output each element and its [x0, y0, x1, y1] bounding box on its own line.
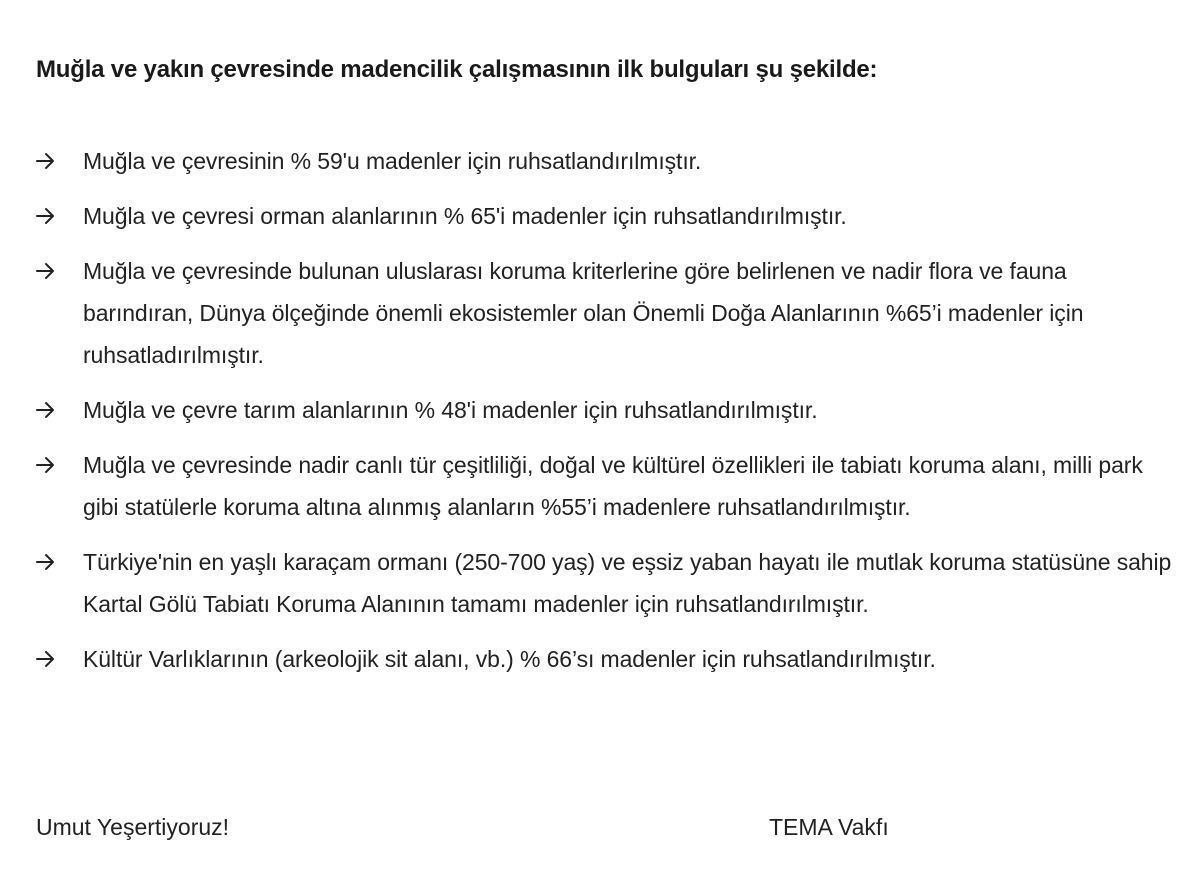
finding-text: Kültür Varlıklarının (arkeolojik sit alanı, vb.) % 66’sı madenler için ruhsatlandırılmıştır. [83, 646, 936, 672]
finding-item [36, 389, 1176, 431]
finding-item [36, 195, 1176, 237]
document-heading: Muğla ve yakın çevresinde madencilik çalışmasının ilk bulguları şu şekilde: [36, 56, 878, 83]
findings-list [36, 140, 1176, 693]
finding-item [36, 250, 1176, 376]
right-arrow-icon [36, 638, 62, 680]
finding-item [36, 541, 1176, 625]
right-arrow-icon [36, 195, 62, 237]
right-arrow-icon [36, 541, 62, 583]
finding-text: Muğla ve çevresinde bulunan uluslarası koruma kriterlerine göre belirlenen ve nadir flora ve fauna barındıran, Dünya ölçeğinde önemli ekosistemler olan Önemli Doğa Alanlarının %65’i madenler için ruhsatladırılmıştır. [83, 258, 1084, 368]
finding-text: Muğla ve çevre tarım alanlarının % 48'i madenler için ruhsatlandırılmıştır. [83, 397, 818, 423]
finding-item [36, 444, 1176, 528]
finding-text: Muğla ve çevresinin % 59'u madenler için ruhsatlandırılmıştır. [83, 148, 702, 174]
finding-text: Türkiye'nin en yaşlı karaçam ormanı (250-700 yaş) ve eşsiz yaban hayatı ile mutlak koruma statüsüne sahip Kartal Gölü Tabiatı Koruma Alanının tamamı madenler için ruhsatlandırılmıştır. [83, 549, 1172, 617]
finding-item [36, 638, 1176, 680]
finding-item [36, 140, 1176, 182]
finding-text: Muğla ve çevresinde nadir canlı tür çeşitliliği, doğal ve kültürel özellikleri ile tabiatı koruma alanı, milli park gibi statülerle koruma altına alınmış alanların %55’i madenlere ruhsatlandırılmıştır. [83, 452, 1143, 520]
footer-slogan: Umut Yeşertiyoruz! [36, 814, 230, 840]
finding-text: Muğla ve çevresi orman alanlarının % 65'i madenler için ruhsatlandırılmıştır. [83, 203, 847, 229]
right-arrow-icon [36, 444, 62, 486]
right-arrow-icon [36, 140, 62, 182]
right-arrow-icon [36, 389, 62, 431]
footer-organization: TEMA Vakfı [769, 814, 889, 840]
right-arrow-icon [36, 250, 62, 292]
